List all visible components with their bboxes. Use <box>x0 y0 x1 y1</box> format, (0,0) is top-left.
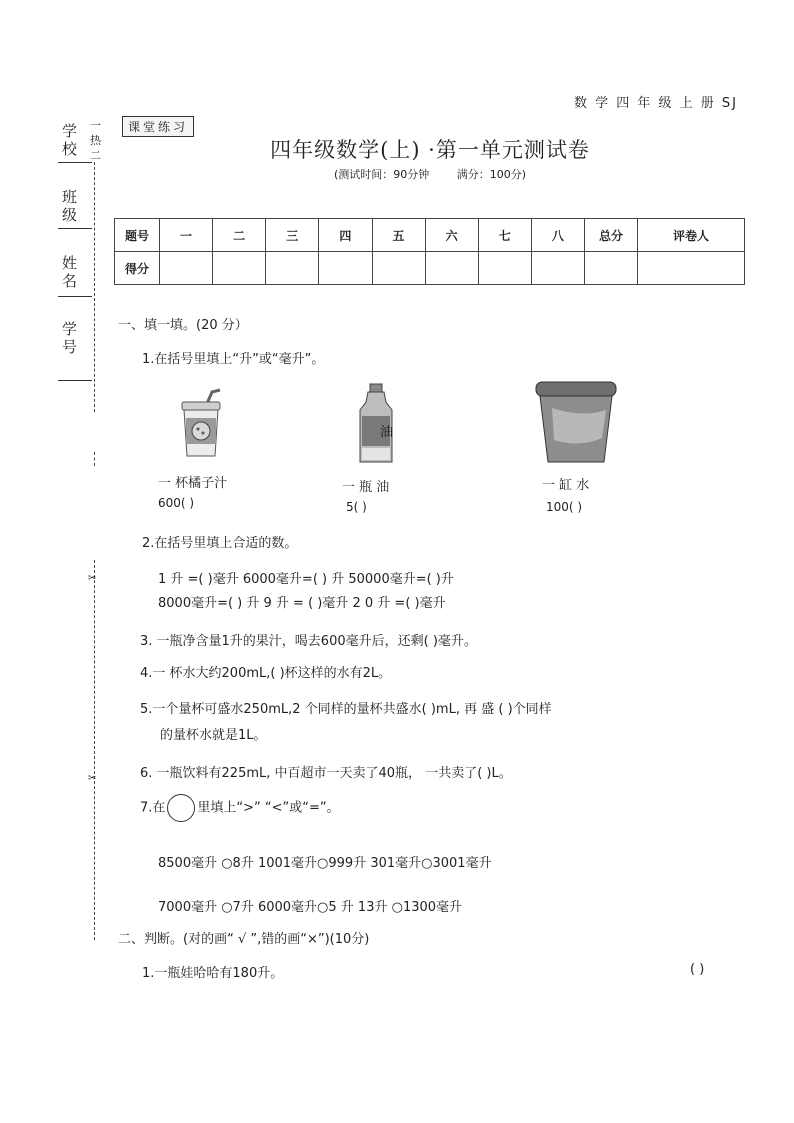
question-2-line-1[interactable]: 1 升 =( )毫升 6000毫升=( ) 升 50000毫升=( )升 <box>158 572 454 587</box>
cell-label: 题号 <box>115 219 160 252</box>
question-7-suffix: 里填上“>” “<”或“=”。 <box>197 800 340 816</box>
oil-bottle-text: 油 <box>380 425 394 440</box>
school-char-1: 学 <box>62 122 78 140</box>
scissors-icon: ✂ <box>88 773 97 784</box>
name-line <box>58 296 92 297</box>
cell-q3: 三 <box>266 219 319 252</box>
section2-heading: 二、判断。(对的画“ √ ”,错的画“×”)(10分) <box>118 932 370 947</box>
class-char-2: 级 <box>62 206 78 224</box>
judge-answer-1[interactable]: ( ) <box>690 962 705 977</box>
circle-icon <box>167 794 195 822</box>
school-char-2: 校 <box>62 140 78 158</box>
item-water-label: 一 缸 水 <box>542 478 590 493</box>
subject-label: 数 学 四 年 级 上 册 SJ <box>573 96 738 111</box>
question-7-prefix: 7.在 <box>140 800 166 816</box>
score-cell[interactable] <box>585 252 638 285</box>
score-cell[interactable] <box>531 252 584 285</box>
binding-class <box>62 188 77 224</box>
score-cell[interactable] <box>213 252 266 285</box>
compare-line-2[interactable]: 7000毫升 ○7升 6000毫升○5 升 13升 ○1300毫升 <box>158 900 463 915</box>
scissors-icon: ✂ <box>88 573 97 584</box>
page-title: 四年级数学(上) ·第一单元测试卷 <box>270 138 590 162</box>
exam-score: 满分：100分) <box>456 168 527 181</box>
score-cell[interactable] <box>372 252 425 285</box>
score-table-score-row <box>115 252 745 285</box>
item-oil-label: 一 瓶 油 <box>342 480 390 495</box>
cell-q1: 一 <box>160 219 213 252</box>
item-water-answer[interactable]: 100( ) <box>546 500 583 514</box>
cell-score-label: 得分 <box>115 252 160 285</box>
exam-time: (测试时间：90分钟 <box>333 168 430 181</box>
score-cell[interactable] <box>319 252 372 285</box>
question-7 <box>140 794 340 822</box>
binding-mini-3: 二 <box>90 149 101 162</box>
cut-line-3 <box>94 560 95 940</box>
exam-info <box>0 166 794 182</box>
question-2: 2.在括号里填上合适的数。 <box>142 536 298 551</box>
number-char-2: 号 <box>62 338 78 356</box>
cell-total: 总分 <box>585 219 638 252</box>
number-line <box>58 380 92 381</box>
class-line <box>58 228 92 229</box>
practice-tag: 课堂练习 <box>122 116 194 137</box>
name-char-1: 姓 <box>62 254 78 272</box>
cell-q6: 六 <box>425 219 478 252</box>
name-char-2: 名 <box>62 272 78 290</box>
judge-question-1: 1.一瓶娃哈哈有180升。 <box>142 966 284 981</box>
section1-heading: 一、填一填。(20 分） <box>118 318 248 333</box>
score-cell[interactable] <box>266 252 319 285</box>
score-table <box>114 218 745 285</box>
compare-line-1[interactable]: 8500毫升 ○8升 1001毫升○999升 301毫升○3001毫升 <box>158 856 492 871</box>
item-juice-answer[interactable]: 600( ) <box>158 496 195 510</box>
binding-mini-1: 一 <box>90 119 101 132</box>
binding-school <box>62 122 77 158</box>
class-char-1: 班 <box>62 188 78 206</box>
number-char-1: 学 <box>62 320 78 338</box>
score-cell[interactable] <box>425 252 478 285</box>
cell-q8: 八 <box>531 219 584 252</box>
water-tank-image <box>532 378 620 468</box>
juice-cup-image <box>176 388 226 460</box>
score-cell[interactable] <box>160 252 213 285</box>
item-oil-answer[interactable]: 5( ) <box>346 500 367 514</box>
cell-grader: 评卷人 <box>638 219 745 252</box>
binding-number <box>62 320 77 356</box>
cell-q4: 四 <box>319 219 372 252</box>
oil-bottle-image <box>354 382 398 466</box>
item-juice-label: 一 杯橘子汁 <box>158 476 228 491</box>
score-table-header-row <box>115 219 745 252</box>
cut-line-1 <box>94 162 95 412</box>
question-6[interactable]: 6. 一瓶饮料有225mL, 中百超市一天卖了40瓶， 一共卖了( )L。 <box>140 766 512 781</box>
question-5-line-1[interactable]: 5.一个量杯可盛水250mL,2 个同样的量杯共盛水( )mL, 再 盛 ( )个同样 <box>140 702 552 717</box>
question-2-line-2[interactable]: 8000毫升=( ) 升 9 升 = ( )毫升 2 0 升 =( )毫升 <box>158 596 446 611</box>
cell-q5: 五 <box>372 219 425 252</box>
question-5-line-2: 的量杯水就是1L。 <box>160 728 267 743</box>
score-cell[interactable] <box>478 252 531 285</box>
binding-name <box>62 254 77 290</box>
question-4[interactable]: 4.一 杯水大约200mL,( )杯这样的水有2L。 <box>140 666 392 681</box>
binding-mini-2: 热 <box>90 134 101 147</box>
question-1: 1.在括号里填上“升”或“毫升”。 <box>142 352 325 367</box>
cut-line-2 <box>94 452 95 466</box>
cell-q2: 二 <box>213 219 266 252</box>
school-line <box>58 162 92 163</box>
cell-q7: 七 <box>478 219 531 252</box>
score-cell[interactable] <box>638 252 745 285</box>
question-3[interactable]: 3. 一瓶净含量1升的果汁，喝去600毫升后，还剩( )毫升。 <box>140 634 477 649</box>
